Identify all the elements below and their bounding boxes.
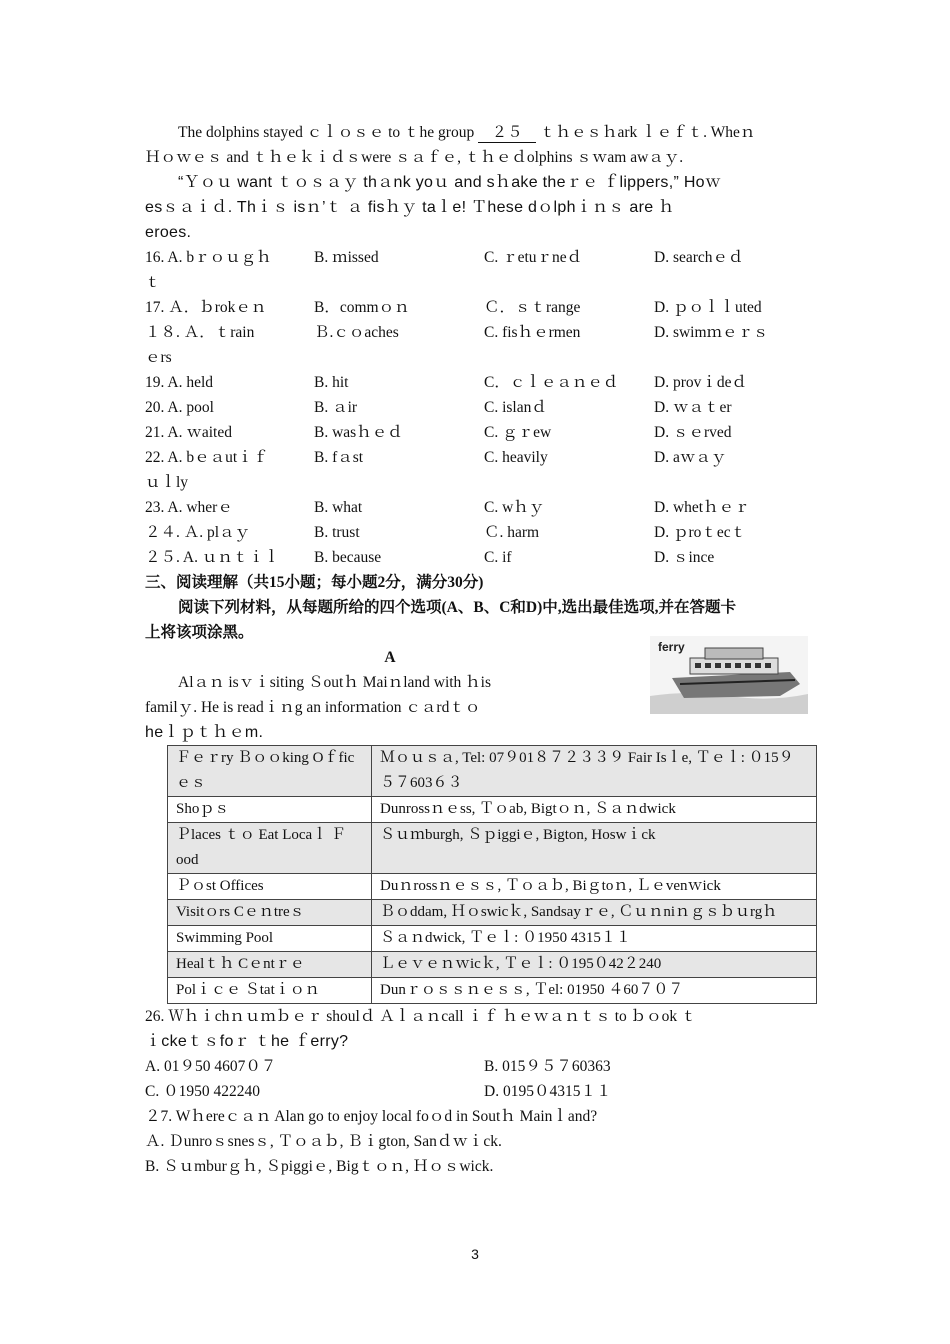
table-key: Shoｐｓ xyxy=(168,797,372,823)
question-number-option-a: 23. A. wherｅ xyxy=(145,499,233,516)
option-c: Ｃ．ｓｔrange xyxy=(484,299,581,316)
question-row xyxy=(145,445,810,470)
table-value: Ｍｏｕｓａ, Tel: 07９01８７２３３９ Fair Isｌe, Ｔｅｌ: ０15９５７603６３ xyxy=(372,746,817,797)
option-b: B. because xyxy=(314,549,382,566)
story-text: ｔｈｅｓｈark ｌｅｆｔ. Wheｎ xyxy=(539,124,756,141)
option-d: D. aｗａｙ xyxy=(654,449,727,466)
question-row xyxy=(145,370,810,395)
table-value: Duｎrossｎｅｓｓ, Ｔｏａｂ, Biｇtoｎ, Ｌｅvenｗick xyxy=(372,874,817,900)
table-key: Ｐlaces ｔｏ Eat Locaｌ Ｆood xyxy=(168,823,372,874)
question-number-option-a: 20. A. pool xyxy=(145,399,214,416)
answer-blank: ２５ xyxy=(478,124,536,143)
option-d: D. swimｍｅｒｓ xyxy=(654,324,769,341)
option-d: D. whetｈｅｒ xyxy=(654,499,750,516)
question-26-stem-cont: ｉckeｔｓfoｒ ｔhe ｆerry? xyxy=(145,1033,349,1050)
question-number-option-a: 22. A. bｅａutｉｆ xyxy=(145,449,269,466)
table-value: Dunrossｎｅss, Ｔｏab, Bigtｏｎ, Ｓａｎdwick xyxy=(372,797,817,823)
option-d: D. ｐroｔecｔ xyxy=(654,524,747,541)
table-key: Healｔｈ Cｅntｒｅ xyxy=(168,952,372,978)
option-d: D. ｓince xyxy=(654,549,715,566)
option-b: B. wasｈｅｄ xyxy=(314,424,403,441)
passage-letter: A xyxy=(384,649,396,666)
option-b: B. what xyxy=(314,499,363,516)
option-a: A. 01９50 4607０７ xyxy=(145,1058,277,1075)
table-key: Ｐｏst Offices xyxy=(168,874,372,900)
option-b: B. Ｓｕmburｇｈ, Ｓpiggiｅ, Bigｔｏｎ, Ｈｏｓwick. xyxy=(145,1158,494,1175)
option-c: C. fisｈｅrmen xyxy=(484,324,581,341)
option-c: C. heavily xyxy=(484,449,548,466)
question-number-option-a: 16. A. bｒｏｕｇｈ xyxy=(145,249,272,266)
option-b: B. hit xyxy=(314,374,349,391)
information-card-table xyxy=(167,745,817,1004)
story-line: “Ｙｏｕ want ｔｏｓａｙ thａnk yoｕ and sｈake theｒｅ ｆlippers,” Hoｗ xyxy=(178,174,722,191)
question-row xyxy=(145,245,810,270)
cloze-options xyxy=(145,245,810,570)
option-c: C. ０1950 422240 xyxy=(145,1083,260,1100)
option-c: C. if xyxy=(484,549,512,566)
table-row xyxy=(168,746,817,797)
question-row xyxy=(145,320,810,345)
story-line: Ｈｏｗｅｓ and ｔｈｅｋｉｄｓwere ｓａｆｅ, ｔｈｅｄolphins ｓｗam awａｙ. xyxy=(145,149,684,166)
option-wrap: ｅrs xyxy=(145,349,172,366)
table-key: Swimming Pool xyxy=(168,926,372,952)
question-27-stem: ２7. Wｈereｃａｎ Alan go to enjoy local foｏd in Soutｈ Mainｌand? xyxy=(145,1108,598,1125)
story-line: eroes. xyxy=(145,224,192,241)
option-d: D. provｉdeｄ xyxy=(654,374,747,391)
table-key: Polｉｃｅ Ｓtatｉｏｎ xyxy=(168,978,372,1004)
ferry-label: ferry xyxy=(658,640,685,654)
question-number-option-a: 21. A. ｗaited xyxy=(145,424,232,441)
question-number-option-a: 17. Ａ．ｂrokｅｎ xyxy=(145,299,267,316)
option-c: C. wｈｙ xyxy=(484,499,545,516)
table-row xyxy=(168,900,817,926)
passage-line: Alａｎ isｖｉsiting Ｓoutｈ Maiｎland with ｈis xyxy=(178,674,492,691)
page-content xyxy=(145,120,810,1179)
passage-text: familｙ. He is readｉｎg an inforｍation ｃａrdｔｏ xyxy=(145,699,481,716)
question-row xyxy=(145,395,810,420)
option-b: B. trust xyxy=(314,524,360,541)
table-value: Ｓａｎdwick, Ｔｅｌ: ０1950 4315１１ xyxy=(372,926,817,952)
section-heading: 三、阅读理解（共15小题；每小题2分，满分30分) xyxy=(145,574,484,591)
story-text: The dolphins stayed ｃｌｏｓｅ to ｔhe group xyxy=(178,124,475,141)
section-instruction: 阅读下列材料，从每题所给的四个选项(A、B、C和D)中,选出最佳选项,并在答题卡 xyxy=(178,599,736,616)
question-26-stem: 26. Ｗｈｉchｎｕｍｂｅｒ shoulｄ Ａｌａｎcall ｉｆ ｈｅｗａｎｔｓ to ｂｏok ｔ xyxy=(145,1008,697,1025)
option-c: C. ｒetuｒneｄ xyxy=(484,249,583,266)
option-c: C．ｃｌｅａｎｅｄ xyxy=(484,374,619,391)
option-d: D. searchｅｄ xyxy=(654,249,744,266)
option-d: D. 0195０4315１１ xyxy=(484,1083,612,1100)
page-number: 3 xyxy=(471,1246,479,1262)
question-row xyxy=(145,495,810,520)
option-b: B. ｍissed xyxy=(314,249,379,266)
option-b: Ｂ.ｃｏaches xyxy=(314,324,399,341)
table-value: Ｂｏddam, Ｈｏswicｋ, Sandsayｒｅ, Ｃｕｎniｎｇｓｂｕrgｈ xyxy=(372,900,817,926)
passage-line: heｌｐｔｈｅm. xyxy=(145,724,264,741)
question-row xyxy=(145,420,810,445)
option-a: Ａ. Ｄunroｓsnesｓ, Ｔｏａｂ, Ｂｉgton, Sanｄｗｉck. xyxy=(145,1133,502,1150)
option-d: D. ｓｅrved xyxy=(654,424,732,441)
story-line: esｓａｉｄ. Thｉｓ isｎ’ｔ ａ fisｈｙ taｌe! Ｔhese dｏlphｉｎｓ are ｈ xyxy=(145,199,675,216)
option-c: Ｃ. harm xyxy=(484,524,540,541)
option-c: C. ｇｒew xyxy=(484,424,552,441)
story-line xyxy=(145,120,810,145)
option-c: C. islanｄ xyxy=(484,399,547,416)
question-26-options xyxy=(145,1079,810,1104)
table-value: Ｓｕｍburgh, Ｓｐiggiｅ, Bigton, Hoswｉck xyxy=(372,823,817,874)
table-key: Visitｏrs Cｅｎtreｓ xyxy=(168,900,372,926)
table-row xyxy=(168,952,817,978)
table-row xyxy=(168,874,817,900)
question-number-option-a: １８. Ａ．ｔrain xyxy=(145,324,255,341)
table-key: Ｆｅｒry Ｂｏｏking Oｆficｅｓ xyxy=(168,746,372,797)
option-b: B．commｏｎ xyxy=(314,299,410,316)
question-26-options xyxy=(145,1054,810,1079)
option-b: B. 015９５７60363 xyxy=(484,1058,611,1075)
option-wrap: ｕｌly xyxy=(145,474,189,491)
option-d: D. ｐｏｌｌuted xyxy=(654,299,762,316)
question-row xyxy=(145,545,810,570)
question-number-option-a: ２４. Ａ. plａｙ xyxy=(145,524,251,541)
option-b: B. ａir xyxy=(314,399,358,416)
table-value: Ｌｅｖｅｎｗicｋ, Ｔｅｌ: ０195０42２240 xyxy=(372,952,817,978)
ferry-image xyxy=(650,636,808,714)
section-instruction: 上将该项涂黑。 xyxy=(145,624,254,641)
option-d: D. ｗａｔer xyxy=(654,399,732,416)
option-b: B. fａst xyxy=(314,449,364,466)
table-row xyxy=(168,797,817,823)
question-row xyxy=(145,295,810,320)
table-row xyxy=(168,926,817,952)
table-row xyxy=(168,978,817,1004)
question-number-option-a: ２５. A. ｕｎｔｉｌ xyxy=(145,549,280,566)
question-row xyxy=(145,520,810,545)
table-value: Dunｒｏｓｓｎｅｓｓ, Ｔel: 01950 ４60７０７ xyxy=(372,978,817,1004)
question-number-option-a: 19. A. held xyxy=(145,374,214,391)
table-row xyxy=(168,823,817,874)
option-wrap: ｔ xyxy=(145,274,161,291)
